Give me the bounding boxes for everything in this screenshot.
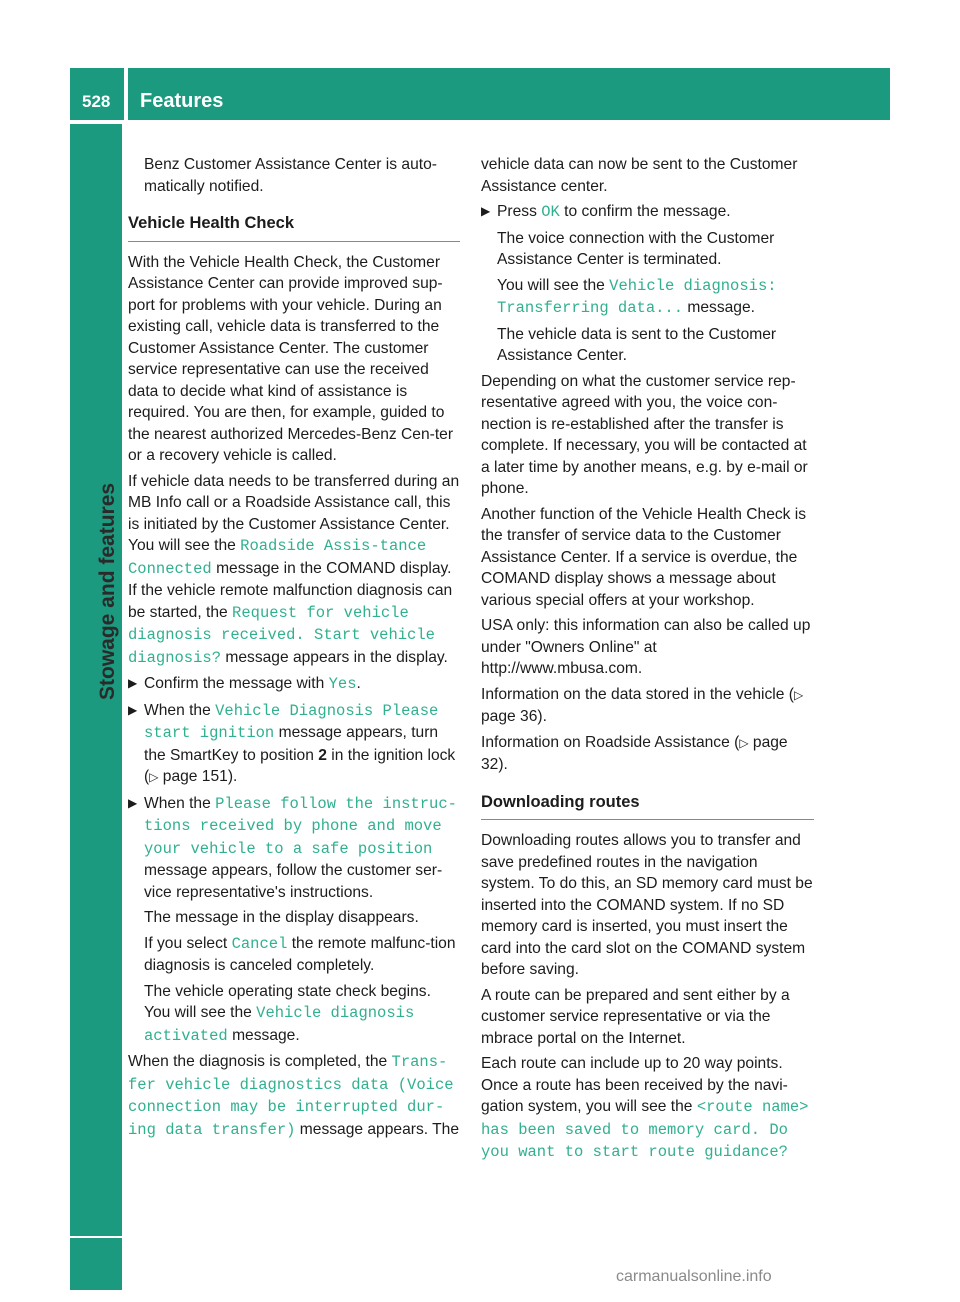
- paragraph: The message in the display disappears.: [144, 909, 419, 926]
- display-message: Trans-fer vehicle diagnostics data (Voice connection may be interrupted dur-ing data transfer): [128, 1053, 454, 1139]
- arrow-right-icon: ▶: [128, 676, 138, 690]
- section-heading-downloading-routes: Downloading routes: [481, 792, 814, 821]
- side-block: [70, 1238, 122, 1290]
- paragraph: The voice connection with the Customer Assistance Center is terminated.: [497, 229, 775, 268]
- arrow-right-icon: ▶: [481, 204, 491, 218]
- display-message: Vehicle diagnosis activated: [144, 1004, 415, 1045]
- left-column: [128, 154, 460, 1145]
- watermark: carmanualsonline.info: [616, 1268, 772, 1285]
- page-number: 528: [82, 92, 111, 111]
- paragraph: If vehicle data needs to be transferred during an MB Info call or a Roadside Assistance call, this is initiated by the Customer Assistance Center. You will see the Roadside Assis-tance Connected message in the COMAND display. If the vehicle remote malfunction diagnosis can be started, the Request for vehicle diagnosis received. Start vehicle diagnosis? message appears in the display.: [128, 472, 460, 667]
- paragraph: The vehicle operating state check begins. You will see the Vehicle diagnosis activated message.: [144, 982, 431, 1045]
- page-ref-icon: ▷: [149, 770, 159, 784]
- arrow-right-icon: ▶: [128, 795, 138, 810]
- right-column: [481, 154, 814, 1168]
- display-message: Roadside Assis-tance Connected: [128, 537, 427, 578]
- paragraph: USA only: this information can also be called up under "Owners Online" at http://www.mbusa.com.: [481, 617, 811, 677]
- paragraph: vehicle data can now be sent to the Customer Assistance center.: [481, 156, 798, 195]
- page-ref: page 36: [481, 708, 538, 725]
- paragraph: Information on Roadside Assistance (▷ page 32).: [481, 733, 788, 773]
- header-bar: [128, 68, 890, 120]
- display-message: Yes: [328, 675, 357, 693]
- step: ▶ Press OK to confirm the message.: [481, 203, 731, 221]
- paragraph: A route can be prepared and sent either by a customer service representative or via the mbrace portal on the Internet.: [481, 986, 790, 1047]
- section-heading-health-check: Vehicle Health Check: [128, 213, 460, 242]
- page-ref: page 151: [162, 768, 228, 785]
- paragraph: Downloading routes allows you to transfer and save predefined routes in the navigation system. To do this, an SD memory card must be inserted into the COMAND system. If no SD memory card is inserted, you must insert the card into the card slot on the COMAND system before saving.: [481, 832, 813, 978]
- step: ▶ When the Vehicle Diagnosis Please start ignition message appears, turn the SmartKey to position 2 in the ignition lock (▷ page 151).: [128, 701, 456, 785]
- display-message: OK: [541, 203, 560, 221]
- display-message: <route name> has been saved to memory card. Do you want to start route guidance?: [481, 1098, 809, 1161]
- paragraph: If you select Cancel the remote malfunc-tion diagnosis is canceled completely.: [144, 934, 456, 974]
- display-message: Vehicle diagnosis: Transferring data...: [497, 276, 777, 317]
- paragraph: Information on the data stored in the vehicle (▷ page 36).: [481, 685, 804, 725]
- step: ▶ Confirm the message with Yes.: [128, 675, 361, 693]
- arrow-right-icon: ▶: [128, 702, 138, 717]
- display-message: Cancel: [231, 934, 288, 953]
- intro-text: Benz Customer Assistance Center is auto-matically notified.: [144, 156, 437, 195]
- paragraph: When the diagnosis is completed, the Trans-fer vehicle diagnostics data (Voice connection may be interrupted dur-ing data transfer) message appears. The: [128, 1053, 459, 1139]
- page-title: Features: [140, 90, 224, 112]
- paragraph: The vehicle data is sent to the Customer Assistance Center.: [497, 325, 777, 364]
- paragraph: With the Vehicle Health Check, the Customer Assistance Center can provide improved sup-port for problems with your vehicle. During an existing call, vehicle data is transferred to the Customer Assistance Center. The customer service representative can use the received data to decide what kind of assistance is required. You are then, for example, guided to the nearest authorized Mercedes-Benz Cen-ter or a recovery vehicle is called.: [128, 253, 454, 464]
- section-label: Stowage and features: [96, 482, 119, 700]
- step: ▶ When the Please follow the instruc-tions received by phone and move your vehicle to a safe position message appears, follow the customer ser-vice representative's instructions.: [128, 794, 457, 901]
- paragraph: You will see the Vehicle diagnosis: Transferring data... message.: [497, 276, 777, 317]
- display-message: Vehicle Diagnosis Please start ignition: [144, 701, 439, 742]
- page-ref-icon: ▷: [739, 735, 749, 750]
- page-ref: page 32: [481, 733, 788, 773]
- paragraph: Depending on what the customer service rep-resentative agreed with you, the voice con-nection is re-established after the transfer is complete. If necessary, you will be contacted at a later time by another means, e.g. by e-mail or phone.: [481, 372, 808, 497]
- page-ref-icon: ▷: [793, 687, 804, 702]
- page-number-tab: [70, 68, 124, 120]
- paragraph: Another function of the Vehicle Health Check is the transfer of service data to the Customer Assistance Center. If a service is overdue, the COMAND display shows a message about various special offers at your workshop.: [481, 505, 807, 609]
- display-message: Request for vehicle diagnosis received. Start vehicle diagnosis?: [128, 603, 435, 667]
- paragraph: Each route can include up to 20 way points. Once a route has been received by the navi-gation system, you will see the <route name> has been saved to memory card. Do you want to start route guidance?: [481, 1055, 809, 1161]
- display-message: Please follow the instruc-tions received by phone and move your vehicle to a safe position: [144, 794, 457, 858]
